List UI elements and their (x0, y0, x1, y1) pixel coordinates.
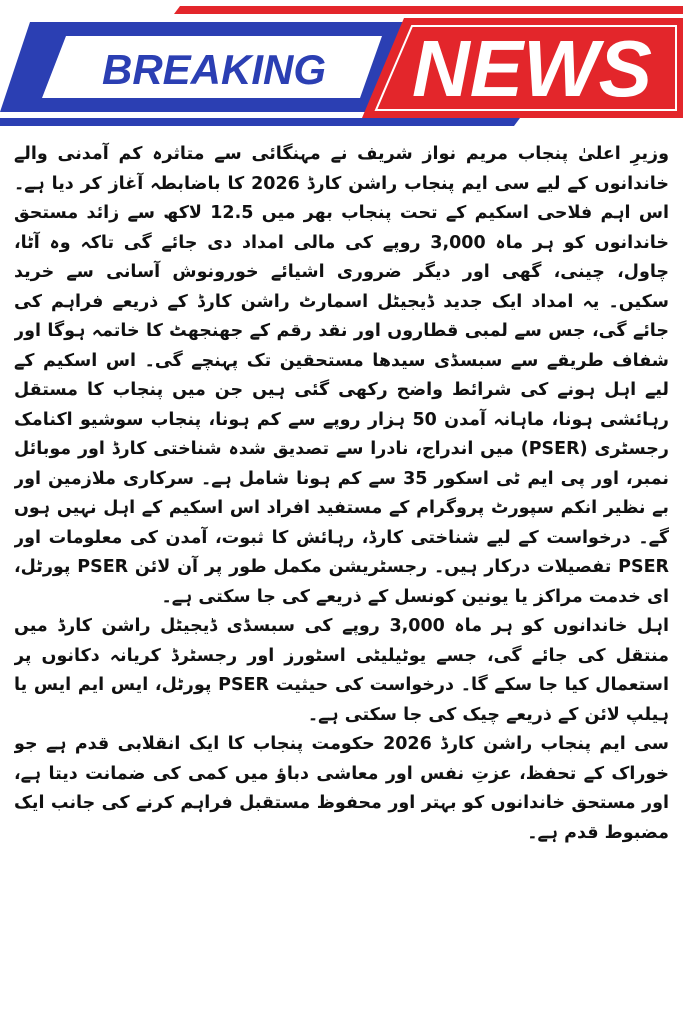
breaking-news-banner (0, 0, 683, 132)
article-paragraph-3: اہل خاندانوں کو ہر ماہ 3,000 روپے کی سبسڈی ڈیجیٹل راشن کارڈ میں منتقل کی جائے گی، جسے یوٹیلیٹی اسٹورز اور رجسٹرڈ کریانہ دکانوں پر استعمال کیا جا سکے گا۔ درخواست کی حیثیت PSER پورٹل، ایس ایم ایس یا ہیلپ لائن کے ذریعے چیک کی جا سکتی ہے۔ (14, 616, 669, 725)
top-red-stripe (174, 6, 683, 14)
bottom-blue-stripe (0, 118, 520, 126)
article-paragraph-2: اس اسکیم کے لیے اہل ہونے کی شرائط واضح رکھی گئی ہیں جن میں پنجاب کا مستقل رہائشی ہونا، ماہانہ آمدن 50 ہزار روپے سے کم ہونا، پنجاب سوشیو اکنامک رجسٹری (PSER) میں اندراج، نادرا سے تصدیق شدہ شناختی کارڈ اور موبائل نمبر، اور پی ایم ٹی اسکور 35 سے کم ہونا شامل ہے۔ سرکاری ملازمین اور بے نظیر انکم سپورٹ پروگرام کے مستفید افراد اس اسکیم کے اہل نہیں ہوں گے۔ درخواست کے لیے شناختی کارڈ، رہائش کا ثبوت، آمدن کی معلومات اور PSER تفصیلات درکار ہیں۔ رجسٹریشن مکمل طور پر آن لائن PSER پورٹل، ای خدمت مراکز یا یونین کونسل کے ذریعے کی جا سکتی ہے۔ (14, 350, 669, 607)
article-paragraph-4: سی ایم پنجاب راشن کارڈ 2026 حکومت پنجاب کا ایک انقلابی قدم ہے جو خوراک کے تحفظ، عزتِ نفس اور معاشی دباؤ میں کمی کی ضمانت دیتا ہے، اور مستحق خاندانوں کو بہتر اور محفوظ مستقبل فراہم کرنے کی جانب ایک مضبوط قدم ہے۔ (14, 734, 669, 843)
article-body (14, 140, 669, 1018)
article-paragraph-1: وزیرِ اعلیٰ پنجاب مریم نواز شریف نے مہنگائی سے متاثرہ کم آمدنی والے خاندانوں کے لیے سی ایم پنجاب راشن کارڈ 2026 کا باضابطہ آغاز کر دیا ہے۔ اس اہم فلاحی اسکیم کے تحت پنجاب بھر میں 12.5 لاکھ سے زائد مستحق خاندانوں کو ہر ماہ 3,000 روپے کی مالی امداد دی جائے گی تاکہ وہ آٹا، چاول، چینی، گھی اور دیگر ضروری اشیائے خورونوش آسانی سے خرید سکیں۔ یہ امداد ایک جدید ڈیجیٹل اسمارٹ راشن کارڈ کے ذریعے فراہم کی جائے گی، جس سے لمبی قطاروں اور نقد رقم کے جھنجھٹ کا خاتمہ ہوگا اور شفاف طریقے سے سبسڈی سیدھا مستحقین تک پہنچے گی۔ (14, 144, 669, 371)
banner-word-news: NEWS (412, 24, 652, 113)
banner-word-breaking: BREAKING (101, 46, 327, 93)
